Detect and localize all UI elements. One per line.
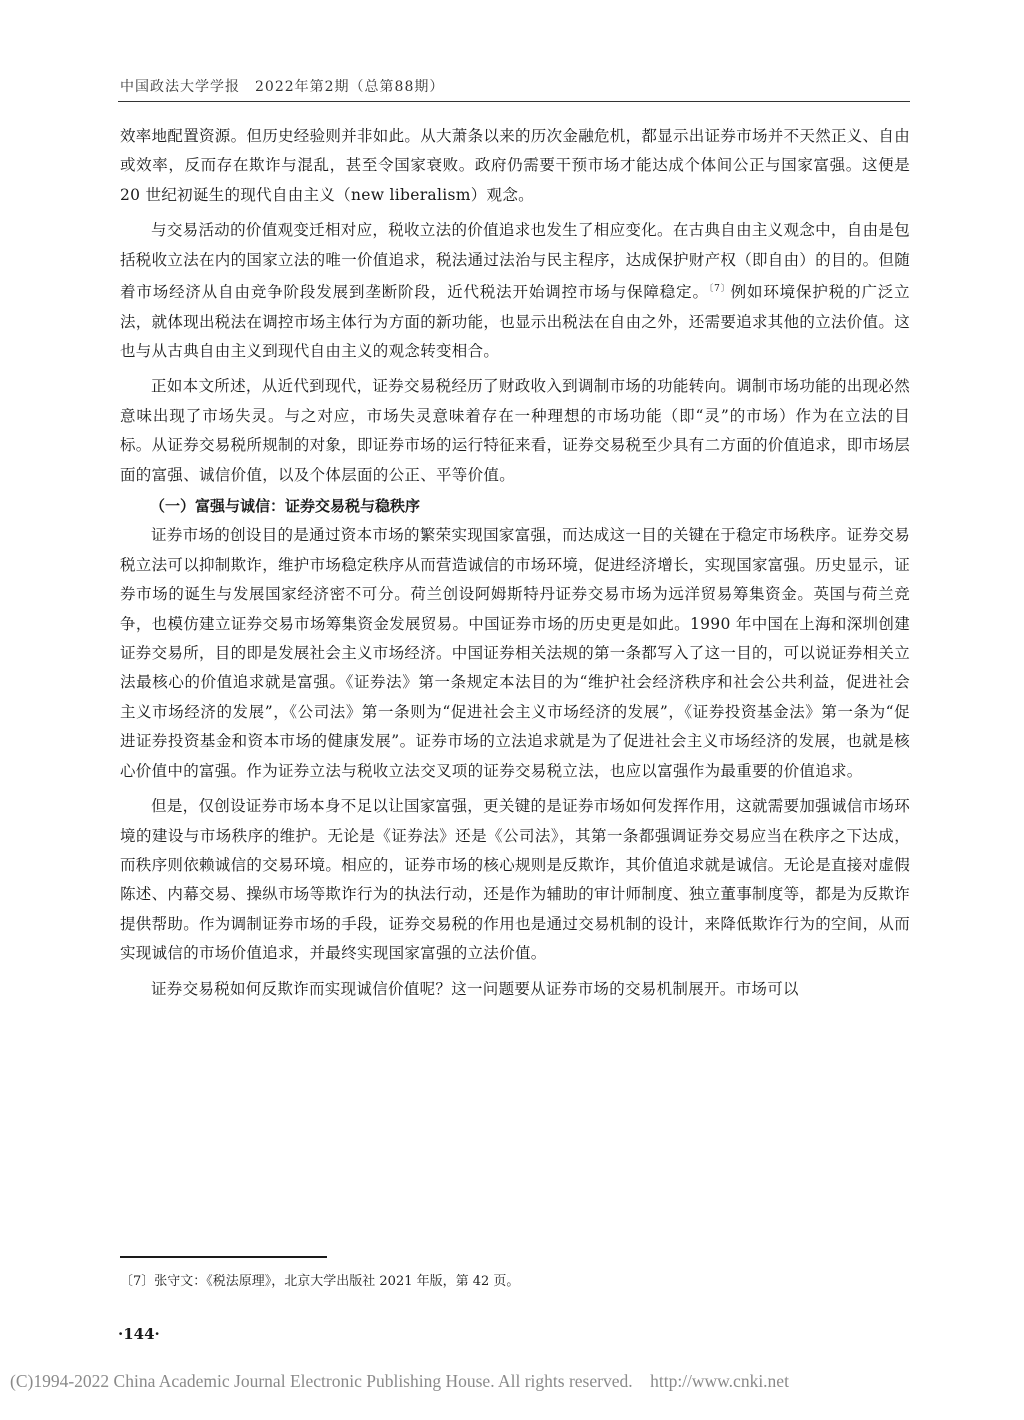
article-body [120, 122, 910, 1004]
copyright-watermark: (C)1994-2022 China Academic Journal Electronic Publishing House. All rights reserved. http://www.cnki.net [10, 1371, 789, 1391]
footnote-divider [120, 1256, 327, 1258]
header-divider [118, 101, 910, 102]
running-header: 中国政法大学学报 2022年第2期（总第88期） [120, 79, 445, 95]
paragraph-text: 例如环境保护税的广泛立法，就体现出税法在调控市场主体行为方面的新功能，也显示出税法在自由之外，还需要追求其他的立法价值。这也与从古典自由主义到现代自由主义的观念转变相合。 [120, 283, 911, 360]
paragraph: 但是，仅创设证券市场本身不足以让国家富强，更关键的是证券市场如何发挥作用，这就需要加强诚信市场环境的建设与市场秩序的维护。无论是《证券法》还是《公司法》，其第一条都强调证券交易应当在秩序之下达成，而秩序则依赖诚信的交易环境。相应的，证券市场的核心规则是反欺诈，其价值追求就是诚信。无论是直接对虚假陈述、内幕交易、操纵市场等欺诈行为的执法行动，还是作为辅助的审计师制度、独立董事制度等，都是为反欺诈提供帮助。作为调制证券市场的手段，证券交易税的作用也是通过交易机制的设计，来降低欺诈行为的空间，从而实现诚信的市场价值追求，并最终实现国家富强的立法价值。 [120, 797, 911, 963]
paragraph: 效率地配置资源。但历史经验则并非如此。从大萧条以来的历次金融危机，都显示出证券市场并不天然正义、自由或效率，反而存在欺诈与混乱，甚至令国家衰败。政府仍需要干预市场才能达成个体间公正与国家富强。这便是 20 世纪初诞生的现代自由主义（new liberalism）观念。 [120, 127, 911, 204]
paragraph: 正如本文所述，从近代到现代，证券交易税经历了财政收入到调制市场的功能转向。调制市场功能的出现必然意味出现了市场失灵。与之对应，市场失灵意味着存在一种理想的市场功能（即“灵”的市场）作为在立法的目标。从证券交易税所规制的对象，即证券市场的运行特征来看，证券交易税至少具有二方面的价值追求，即市场层面的富强、诚信价值，以及个体层面的公正、平等价值。 [120, 377, 911, 484]
paragraph-text: 与交易活动的价值观变迁相对应，税收立法的价值追求也发生了相应变化。在古典自由主义观念中，自由是包括税收立法在内的国家立法的唯一价值追求，税法通过法治与民主程序，达成保护财产权（即自由）的目的。但随着市场经济从自由竞争阶段发展到垄断阶段，近代税法开始调控市场与保障稳定。 [120, 221, 911, 302]
paragraph: 证券市场的创设目的是通过资本市场的繁荣实现国家富强，而达成这一目的关键在于稳定市场秩序。证券交易税立法可以抑制欺诈，维护市场稳定秩序从而营造诚信的市场环境，促进经济增长，实现国家富强。历史显示，证券市场的诞生与发展国家经济密不可分。荷兰创设阿姆斯特丹证券交易市场为远洋贸易筹集资金。英国与荷兰竞争，也模仿建立证券交易市场筹集资金发展贸易。中国证券市场的历史更是如此。1990 年中国在上海和深圳创建证券交易所，目的即是发展社会主义市场经济。中国证券相关法规的第一条都写入了这一目的，可以说证券相关立法最核心的价值追求就是富强。《证券法》第一条规定本法目的为“维护社会经济秩序和社会公共利益，促进社会主义市场经济的发展”，《公司法》第一条则为“促进社会主义市场经济的发展”，《证券投资基金法》第一条为“促进证券投资基金和资本市场的健康发展”。证券市场的立法追求就是为了促进社会主义市场经济的发展，也就是核心价值中的富强。作为证券立法与税收立法交叉项的证券交易税立法，也应以富强作为最重要的价值追求。 [120, 526, 911, 780]
page-number: ·144· [118, 1325, 160, 1343]
footnote: 〔7〕张守文：《税法原理》，北京大学出版社 2021 年版，第 42 页。 [120, 1274, 520, 1289]
paragraph [120, 216, 910, 366]
footnote-reference[interactable]: 〔7〕 [708, 284, 731, 295]
paragraph: 证券交易税如何反欺诈而实现诚信价值呢？这一问题要从证券市场的交易机制展开。市场可以 [151, 979, 799, 998]
section-subheading: （一）富强与诚信：证券交易税与稳秩序 [150, 497, 421, 516]
